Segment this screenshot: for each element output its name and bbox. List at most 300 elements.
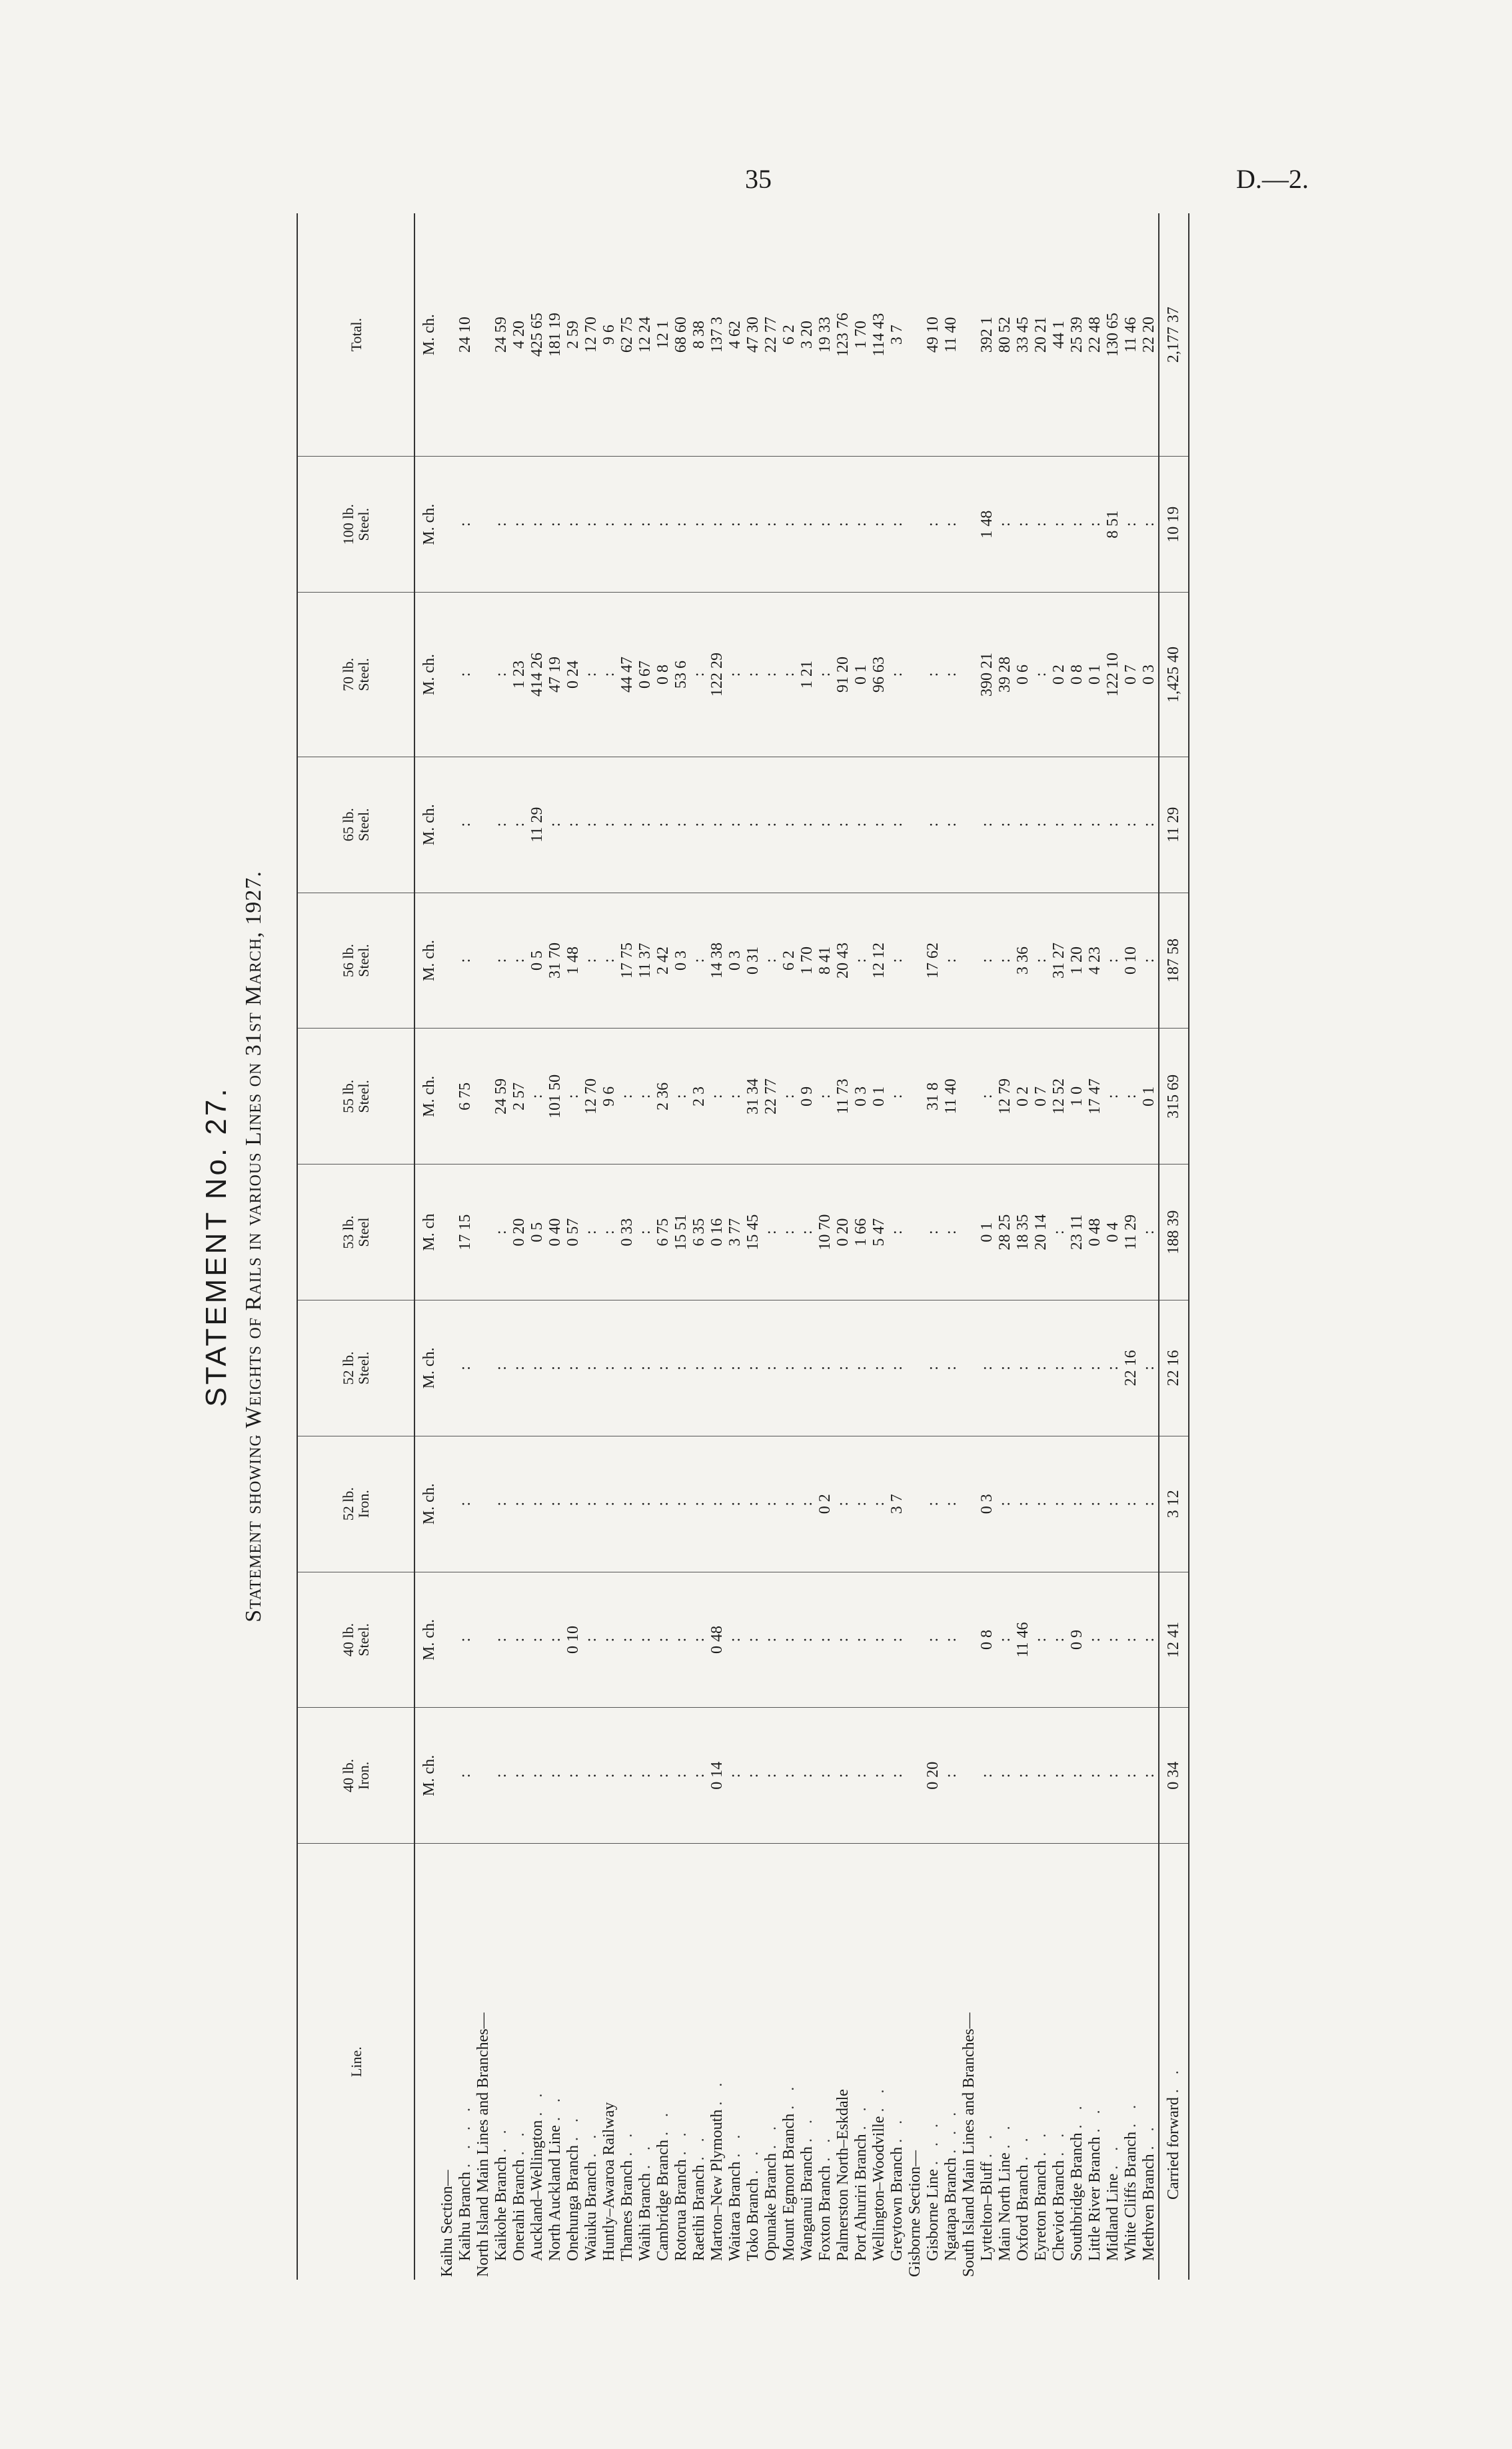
value-cell: 2 42 [654, 893, 672, 1029]
value-cell: : [510, 893, 528, 1029]
table-row [1140, 213, 1159, 2280]
value-cell: 0 10 [1122, 893, 1140, 1029]
value-cell: 137 3 [708, 213, 726, 457]
leader-dots: . . [492, 2124, 510, 2153]
value-cell: : [582, 1572, 600, 1708]
value-cell: : [636, 1165, 654, 1300]
leader-dots: . . [636, 2140, 654, 2169]
table-row [816, 213, 834, 2280]
value-cell: : [600, 1165, 618, 1300]
value-cell: : [1122, 1029, 1140, 1165]
value-cell: : [582, 893, 600, 1029]
value-cell: : [834, 1300, 852, 1436]
value-cell: : [546, 1708, 564, 1844]
table-row [996, 213, 1014, 2280]
line-label: Eyreton Branch [1032, 2160, 1050, 2261]
value-cell: : [1140, 457, 1159, 593]
line-name [528, 1844, 546, 2280]
value-cell: : [690, 1708, 708, 1844]
unit-cell: M. ch. [414, 1029, 438, 1165]
value-cell: 11 40 [942, 213, 960, 457]
value-cell [960, 457, 978, 593]
value-cell [906, 1708, 924, 1844]
value-cell: : [762, 1572, 780, 1708]
line-label: Wellington–Woodville [870, 2116, 888, 2261]
value-cell: : [690, 1436, 708, 1572]
value-cell: 4 23 [1086, 893, 1104, 1029]
column-header [297, 757, 414, 893]
value-cell: : [780, 1436, 798, 1572]
value-cell: : [654, 757, 672, 893]
line-name [510, 1844, 528, 2280]
value-cell: : [1140, 1300, 1159, 1436]
leader-dots: . . [744, 2146, 762, 2174]
value-cell: : [1068, 1300, 1086, 1436]
line-name [1159, 1844, 1189, 2280]
value-cell: 0 6 [1014, 593, 1032, 757]
value-cell [438, 1708, 456, 1844]
value-cell: : [924, 593, 942, 757]
value-cell: : [996, 1436, 1014, 1572]
value-cell: : [510, 457, 528, 593]
value-cell: : [834, 757, 852, 893]
value-cell: : [942, 1708, 960, 1844]
total-cell: 12 41 [1159, 1572, 1189, 1708]
value-cell: 1 48 [564, 893, 582, 1029]
value-cell: 28 25 [996, 1165, 1014, 1300]
column-header [297, 213, 414, 457]
value-cell [960, 893, 978, 1029]
value-cell: : [1032, 893, 1050, 1029]
line-label: Foxton Branch [816, 2165, 834, 2261]
line-name [798, 1844, 816, 2280]
table-row [582, 213, 600, 2280]
value-cell: : [996, 1708, 1014, 1844]
value-cell: 62 75 [618, 213, 636, 457]
value-cell: 0 1 [870, 1029, 888, 1165]
line-label: Onehunga Branch [564, 2145, 582, 2261]
value-cell: : [636, 457, 654, 593]
value-cell: : [942, 593, 960, 757]
value-cell: : [726, 757, 744, 893]
line-name [1014, 1844, 1032, 2280]
table-row [1086, 213, 1104, 2280]
value-cell: 17 15 [456, 1165, 474, 1300]
column-header [297, 1029, 414, 1165]
value-cell: : [816, 1572, 834, 1708]
value-cell: 0 20 [510, 1165, 528, 1300]
value-cell: : [888, 1165, 906, 1300]
value-cell: 25 39 [1068, 213, 1086, 457]
total-cell: 22 16 [1159, 1300, 1189, 1436]
value-cell: : [492, 457, 510, 593]
table-row [762, 213, 780, 2280]
value-cell: 2 3 [690, 1029, 708, 1165]
units-label [414, 1844, 438, 2280]
value-cell: : [816, 1708, 834, 1844]
value-cell: 392 1 [978, 213, 996, 457]
leader-dots: . . [582, 2129, 600, 2158]
leader-dots: . . [1165, 2065, 1182, 2094]
value-cell: : [636, 1029, 654, 1165]
value-cell: 425 65 [528, 213, 546, 457]
statement-subtitle: Statement showing Weights of Rails in various Lines on 31st March, 1927. [241, 871, 266, 1622]
value-cell: 1 21 [798, 593, 816, 757]
column-material: Steel [355, 1217, 372, 1247]
value-cell: : [690, 757, 708, 893]
value-cell [438, 457, 456, 593]
column-header [297, 1300, 414, 1436]
leader-dots: . . [780, 2081, 798, 2110]
line-label: Port Ahuriri Branch [852, 2134, 870, 2261]
value-cell [906, 1300, 924, 1436]
table-row [870, 213, 888, 2280]
line-label: Little River Branch [1086, 2136, 1104, 2261]
line-label: Kaikohe Branch [492, 2156, 510, 2261]
value-cell: : [672, 1708, 690, 1844]
value-cell: : [996, 1300, 1014, 1436]
value-cell: : [600, 1300, 618, 1436]
unit-cell: M. ch. [414, 593, 438, 757]
value-cell: 0 1 [1086, 593, 1104, 757]
value-cell: : [708, 757, 726, 893]
value-cell [438, 1436, 456, 1572]
table-row [708, 213, 726, 2280]
value-cell [438, 593, 456, 757]
value-cell: : [672, 1572, 690, 1708]
line-name [708, 1844, 726, 2280]
value-cell: : [798, 1708, 816, 1844]
value-cell: : [1104, 757, 1122, 893]
value-cell: : [924, 1165, 942, 1300]
value-cell: 3 7 [888, 1436, 906, 1572]
value-cell: : [690, 1572, 708, 1708]
total-cell: 0 34 [1159, 1708, 1189, 1844]
value-cell: 1 0 [1068, 1029, 1086, 1165]
value-cell: : [942, 1436, 960, 1572]
leader-dots: . . . . [456, 2102, 474, 2168]
document-reference: D.—2. [1236, 164, 1309, 194]
value-cell: 12 12 [870, 893, 888, 1029]
value-cell: : [852, 757, 870, 893]
value-cell: : [564, 1436, 582, 1572]
line-label: Lyttelton–Bluff [978, 2162, 996, 2261]
total-cell: 1,425 40 [1159, 593, 1189, 757]
table-row [654, 213, 672, 2280]
value-cell: : [528, 1708, 546, 1844]
value-cell: : [600, 757, 618, 893]
value-cell [906, 1029, 924, 1165]
line-name [1122, 1844, 1140, 2280]
line-label: Ngatapa Branch [942, 2157, 960, 2261]
value-cell: : [888, 757, 906, 893]
value-cell: : [1104, 893, 1122, 1029]
value-cell: 6 35 [690, 1165, 708, 1300]
value-cell: : [492, 593, 510, 757]
table-row [942, 213, 960, 2280]
line-label: Midland Line [1104, 2173, 1122, 2261]
line-label: Raetihi Branch [690, 2164, 708, 2261]
value-cell: : [510, 1300, 528, 1436]
value-cell: 15 45 [744, 1165, 762, 1300]
value-cell: 114 43 [870, 213, 888, 457]
value-cell: : [636, 1572, 654, 1708]
value-cell: : [492, 893, 510, 1029]
total-cell: 10 19 [1159, 457, 1189, 593]
value-cell [906, 1436, 924, 1572]
value-cell: : [780, 1165, 798, 1300]
value-cell: 1 70 [798, 893, 816, 1029]
column-weight: 52 lb. [340, 1351, 357, 1385]
value-cell: 17 47 [1086, 1029, 1104, 1165]
value-cell: : [780, 1708, 798, 1844]
value-cell: 22 77 [762, 213, 780, 457]
value-cell: 8 41 [816, 893, 834, 1029]
value-cell: : [852, 457, 870, 593]
value-cell: : [456, 1436, 474, 1572]
section-heading-row [474, 213, 492, 2280]
leader-dots: . . [672, 2127, 690, 2156]
value-cell: 181 19 [546, 213, 564, 457]
value-cell: 4 20 [510, 213, 528, 457]
value-cell: : [582, 593, 600, 757]
line-label: Auckland–Wellington [528, 2120, 546, 2261]
value-cell: : [546, 1300, 564, 1436]
value-cell: : [852, 1436, 870, 1572]
value-cell [474, 1708, 492, 1844]
value-cell: 0 8 [654, 593, 672, 757]
line-name [456, 1844, 474, 2280]
line-label: Opunake Branch [762, 2153, 780, 2261]
value-cell: 5 47 [870, 1165, 888, 1300]
value-cell: : [834, 1436, 852, 1572]
value-cell: 0 20 [924, 1708, 942, 1844]
value-cell: 3 20 [798, 213, 816, 457]
value-cell: 0 33 [618, 1165, 636, 1300]
value-cell: 0 3 [672, 893, 690, 1029]
value-cell: 23 11 [1068, 1165, 1086, 1300]
line-name [978, 1844, 996, 2280]
line-label: Waiuku Branch [582, 2161, 600, 2261]
value-cell: 49 10 [924, 213, 942, 457]
value-cell: : [564, 1708, 582, 1844]
value-cell: : [1122, 1708, 1140, 1844]
value-cell: : [1122, 1436, 1140, 1572]
value-cell [960, 1708, 978, 1844]
value-cell: : [870, 1300, 888, 1436]
column-weight: 100 lb. [340, 504, 357, 545]
value-cell: : [1086, 757, 1104, 893]
leader-dots: . . [690, 2132, 708, 2161]
value-cell: : [888, 1029, 906, 1165]
value-cell: 2 36 [654, 1029, 672, 1165]
line-label: White Cliffs Branch [1122, 2131, 1139, 2261]
value-cell: : [1032, 1572, 1050, 1708]
value-cell: : [978, 893, 996, 1029]
value-cell: : [690, 1300, 708, 1436]
value-cell: 1 23 [510, 593, 528, 757]
table-row [618, 213, 636, 2280]
value-cell: : [708, 1029, 726, 1165]
value-cell: : [582, 457, 600, 593]
column-material: Steel. [355, 507, 372, 541]
table-row [798, 213, 816, 2280]
line-name [960, 1844, 978, 2280]
value-cell: 47 30 [744, 213, 762, 457]
leader-dots: . . [546, 2093, 564, 2122]
value-cell: 0 3 [852, 1029, 870, 1165]
value-cell: : [798, 1436, 816, 1572]
units-row [414, 213, 438, 2280]
value-cell [906, 1572, 924, 1708]
value-cell [960, 757, 978, 893]
value-cell: 31 34 [744, 1029, 762, 1165]
value-cell: : [1014, 1300, 1032, 1436]
line-name [474, 1844, 492, 2280]
leader-dots: . . [1050, 2128, 1068, 2156]
value-cell: : [654, 457, 672, 593]
table-row [636, 213, 654, 2280]
value-cell: : [816, 593, 834, 757]
leader-dots: . . [1140, 2122, 1157, 2150]
value-cell: 0 9 [798, 1029, 816, 1165]
line-name [672, 1844, 690, 2280]
value-cell: 1 70 [852, 213, 870, 457]
value-cell: : [618, 1436, 636, 1572]
unit-cell: M. ch. [414, 457, 438, 593]
value-cell: 0 2 [1014, 1029, 1032, 1165]
line-label: Gisborne Line [924, 2169, 942, 2261]
line-name [924, 1844, 942, 2280]
value-cell: : [600, 1436, 618, 1572]
value-cell [906, 593, 924, 757]
table-row [528, 213, 546, 2280]
line-label: South Island Main Lines and Branches— [960, 2012, 978, 2277]
value-cell [438, 1029, 456, 1165]
value-cell: : [1050, 1572, 1068, 1708]
value-cell: 123 76 [834, 213, 852, 457]
line-label: Thames Branch [618, 2160, 636, 2261]
value-cell: : [456, 593, 474, 757]
value-cell: : [600, 457, 618, 593]
table-row [978, 213, 996, 2280]
leader-dots: . . [1032, 2128, 1050, 2156]
line-label: Onerahi Branch [510, 2159, 528, 2261]
value-cell: : [978, 757, 996, 893]
column-material: Steel. [355, 944, 372, 977]
value-cell: : [492, 1300, 510, 1436]
value-cell: : [924, 757, 942, 893]
value-cell: : [1068, 1708, 1086, 1844]
table-row [1032, 213, 1050, 2280]
value-cell: : [1068, 757, 1086, 893]
value-cell: : [924, 457, 942, 593]
line-name [600, 1844, 618, 2280]
line-name [582, 1844, 600, 2280]
statement-title: STATEMENT No. 27. [200, 1086, 233, 1407]
value-cell: : [1104, 1436, 1122, 1572]
value-cell: 96 63 [870, 593, 888, 757]
table-row [924, 213, 942, 2280]
value-cell: : [888, 893, 906, 1029]
table-row [780, 213, 798, 2280]
line-name [888, 1844, 906, 2280]
column-header [297, 893, 414, 1029]
value-cell: 0 1 [978, 1165, 996, 1300]
unit-cell: M. ch. [414, 1708, 438, 1844]
value-cell: : [762, 1708, 780, 1844]
value-cell: : [1050, 457, 1068, 593]
value-cell: 0 3 [978, 1436, 996, 1572]
value-cell [474, 213, 492, 457]
value-cell: : [744, 457, 762, 593]
line-name [996, 1844, 1014, 2280]
value-cell: : [888, 1572, 906, 1708]
value-cell: 0 7 [1122, 593, 1140, 757]
value-cell: 0 3 [726, 893, 744, 1029]
value-cell: 0 5 [528, 893, 546, 1029]
column-header [297, 1436, 414, 1572]
value-cell: 0 2 [1050, 593, 1068, 757]
leader-dots: . . . [942, 2106, 960, 2154]
table-row [510, 213, 528, 2280]
line-name [762, 1844, 780, 2280]
value-cell: : [492, 1436, 510, 1572]
value-cell: : [996, 893, 1014, 1029]
value-cell: : [726, 593, 744, 757]
leader-dots: . . [654, 2108, 672, 2136]
value-cell: : [1140, 893, 1159, 1029]
value-cell [960, 213, 978, 457]
table-row [1014, 213, 1032, 2280]
value-cell [906, 893, 924, 1029]
value-cell: 0 8 [1068, 593, 1086, 757]
value-cell: 6 75 [654, 1165, 672, 1300]
value-cell: : [726, 1300, 744, 1436]
value-cell: : [888, 457, 906, 593]
line-name [1140, 1844, 1159, 2280]
value-cell: : [1104, 1300, 1122, 1436]
value-cell: : [1104, 1029, 1122, 1165]
value-cell: 9 6 [600, 213, 618, 457]
value-cell: : [456, 1572, 474, 1708]
value-cell [474, 1029, 492, 1165]
value-cell [960, 1300, 978, 1436]
value-cell: 1 66 [852, 1165, 870, 1300]
line-label: Main North Line [996, 2152, 1014, 2261]
value-cell: : [456, 893, 474, 1029]
value-cell: : [762, 1300, 780, 1436]
value-cell: : [816, 1029, 834, 1165]
value-cell: : [726, 1436, 744, 1572]
value-cell: : [492, 757, 510, 893]
value-cell [960, 593, 978, 757]
line-label: Marton–New Plymouth [708, 2109, 726, 2261]
value-cell: : [1140, 757, 1159, 893]
line-name [1032, 1844, 1050, 2280]
column-material: Steel. [355, 1623, 372, 1656]
leader-dots: . . [708, 2077, 726, 2106]
leader-dots: . . [996, 2120, 1014, 2149]
value-cell: : [726, 1572, 744, 1708]
value-cell [474, 893, 492, 1029]
value-cell: 10 70 [816, 1165, 834, 1300]
value-cell: 31 27 [1050, 893, 1068, 1029]
column-header [297, 1572, 414, 1708]
line-name [564, 1844, 582, 2280]
value-cell: 0 3 [1140, 593, 1159, 757]
line-label: Mount Egmont Branch [780, 2113, 798, 2261]
